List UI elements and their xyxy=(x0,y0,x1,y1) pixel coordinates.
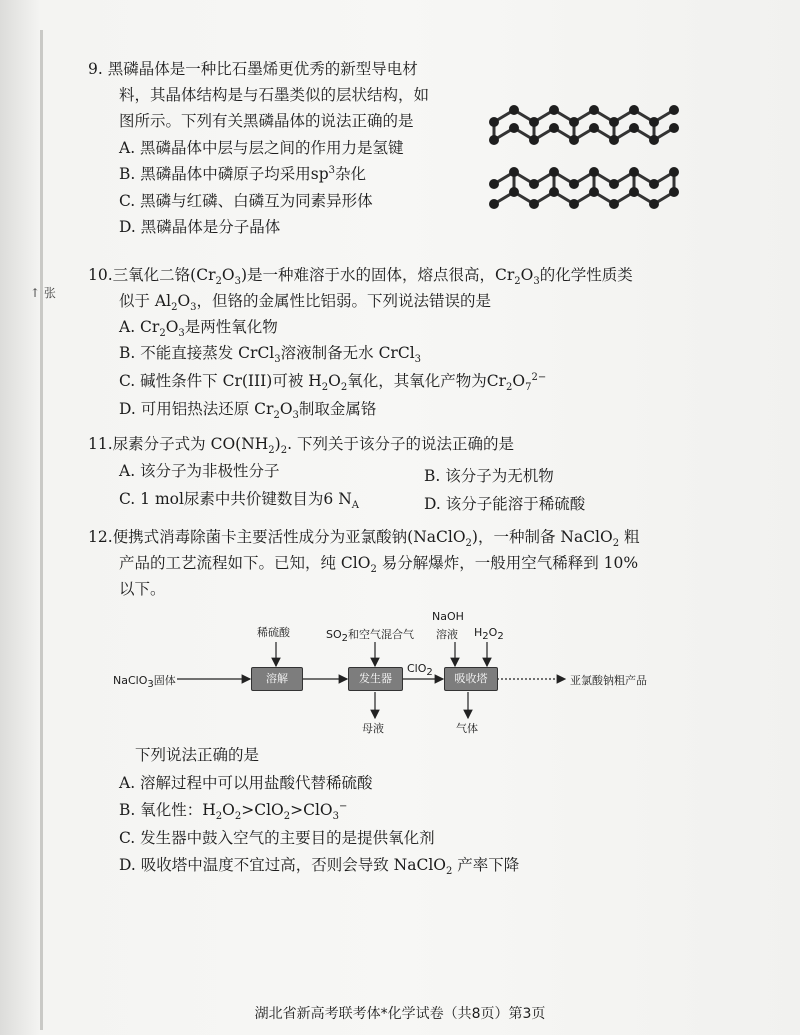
q10-option-b: B. 不能直接蒸发 CrCl$_3$溶液制备无水 CrCl$_3$ xyxy=(119,344,422,366)
q10-option-d: D. 可用铝热法还原 $Cr_2O_3$制取金属铬 xyxy=(119,400,377,422)
flow-gas-mix-label: $SO_2$和空气混合气 xyxy=(326,628,415,645)
q12-line3: 以下。 xyxy=(119,580,166,598)
flow-naoh-solution-label: 溶液 xyxy=(436,628,458,641)
q10-line2: 似于 $Al_2O_3$，但铬的金属性比铝弱。下列说法错误的是 xyxy=(119,292,492,314)
q12-prompt: 下列说法正确的是 xyxy=(135,746,260,764)
q12-line1: 12.便携式消毒除菌卡主要活性成分为亚氯酸钠(NaClO$_2$)，一种制备 NaClO$_2$ 粗 xyxy=(88,528,640,550)
flow-gas-out-label: 气体 xyxy=(456,722,478,735)
q11-stem: 11.尿素分子式为 $CO(NH_2)_2$. 下列关于该分子的说法正确的是 xyxy=(88,435,514,457)
q12-line2: 产品的工艺流程如下。已知，纯 ClO$_2$ 易分解爆炸，一般用空气稀释到 10% xyxy=(119,554,639,576)
flow-naoh-label: NaOH xyxy=(432,610,464,623)
q9-stem-line1: 黑磷晶体是一种比石墨烯更优秀的新型导电材 xyxy=(107,60,418,78)
flow-h2o2-label: $H_2O_2$ xyxy=(474,626,504,643)
flow-clo2-label: ClO$_2$ xyxy=(407,662,433,679)
q12-option-d: D. 吸收塔中温度不宜过高，否则会导致 NaClO$_2$ 产率下降 xyxy=(119,856,520,878)
flow-box-absorber: 吸收塔 xyxy=(444,667,498,691)
q12-option-b: B. 氧化性：$H_2O_2>ClO_2>ClO_3^-$ xyxy=(119,800,348,823)
q9-number: 9. xyxy=(88,60,103,78)
q11-option-c: C. 1 mol尿素中共价键数目为6 $N_A$ xyxy=(119,490,360,512)
q9-stem-line2: 料，其晶体结构是与石墨类似的层状结构，如 xyxy=(119,86,430,104)
q12-option-c: C. 发生器中鼓入空气的主要目的是提供氧化剂 xyxy=(119,829,435,847)
flow-acid-label: 稀硫酸 xyxy=(257,626,290,639)
q9-option-a: A. 黑磷晶体中层与层之间的作用力是氢键 xyxy=(119,139,404,157)
q10-option-c: C. 碱性条件下 Cr(III)可被 $H_2O_2$氧化，其氧化产物为$Cr_2O_7^{2-}$ xyxy=(119,371,547,394)
q11-option-b: B. 该分子为无机物 xyxy=(424,467,554,485)
q9-stem-line3: 图所示。下列有关黑磷晶体的说法正确的是 xyxy=(119,112,414,130)
q12-option-a: A. 溶解过程中可以用盐酸代替稀硫酸 xyxy=(119,774,373,792)
q10-option-a: A. $Cr_2O_3$是两性氧化物 xyxy=(119,318,278,340)
q11-option-d: D. 该分子能溶于稀硫酸 xyxy=(424,495,586,513)
q11-option-a: A. 该分子为非极性分子 xyxy=(119,462,280,480)
margin-mark: ↑ 张 xyxy=(30,286,56,300)
flow-mother-liquor-label: 母液 xyxy=(362,722,384,735)
q9-option-c: C. 黑磷与红磷、白磷互为同素异形体 xyxy=(119,192,373,210)
q9-option-d: D. 黑磷晶体是分子晶体 xyxy=(119,218,281,236)
q9-option-b: B. 黑磷晶体中磷原子均采用$sp^3$杂化 xyxy=(119,164,367,183)
flow-box-dissolve: 溶解 xyxy=(251,667,303,691)
flow-product-label: 亚氯酸钠粗产品 xyxy=(570,674,647,687)
q10-line1: 10.三氧化二铬$(Cr_2O_3)$是一种难溶于水的固体，熔点很高，$Cr_2O_3$的化学性质类 xyxy=(88,266,633,288)
flow-box-generator: 发生器 xyxy=(348,667,403,691)
page-footer: 湖北省新高考联考体*化学试卷（共8页）第3页 xyxy=(254,1006,546,1022)
flow-input-label: NaClO$_3$固体 xyxy=(113,674,176,691)
